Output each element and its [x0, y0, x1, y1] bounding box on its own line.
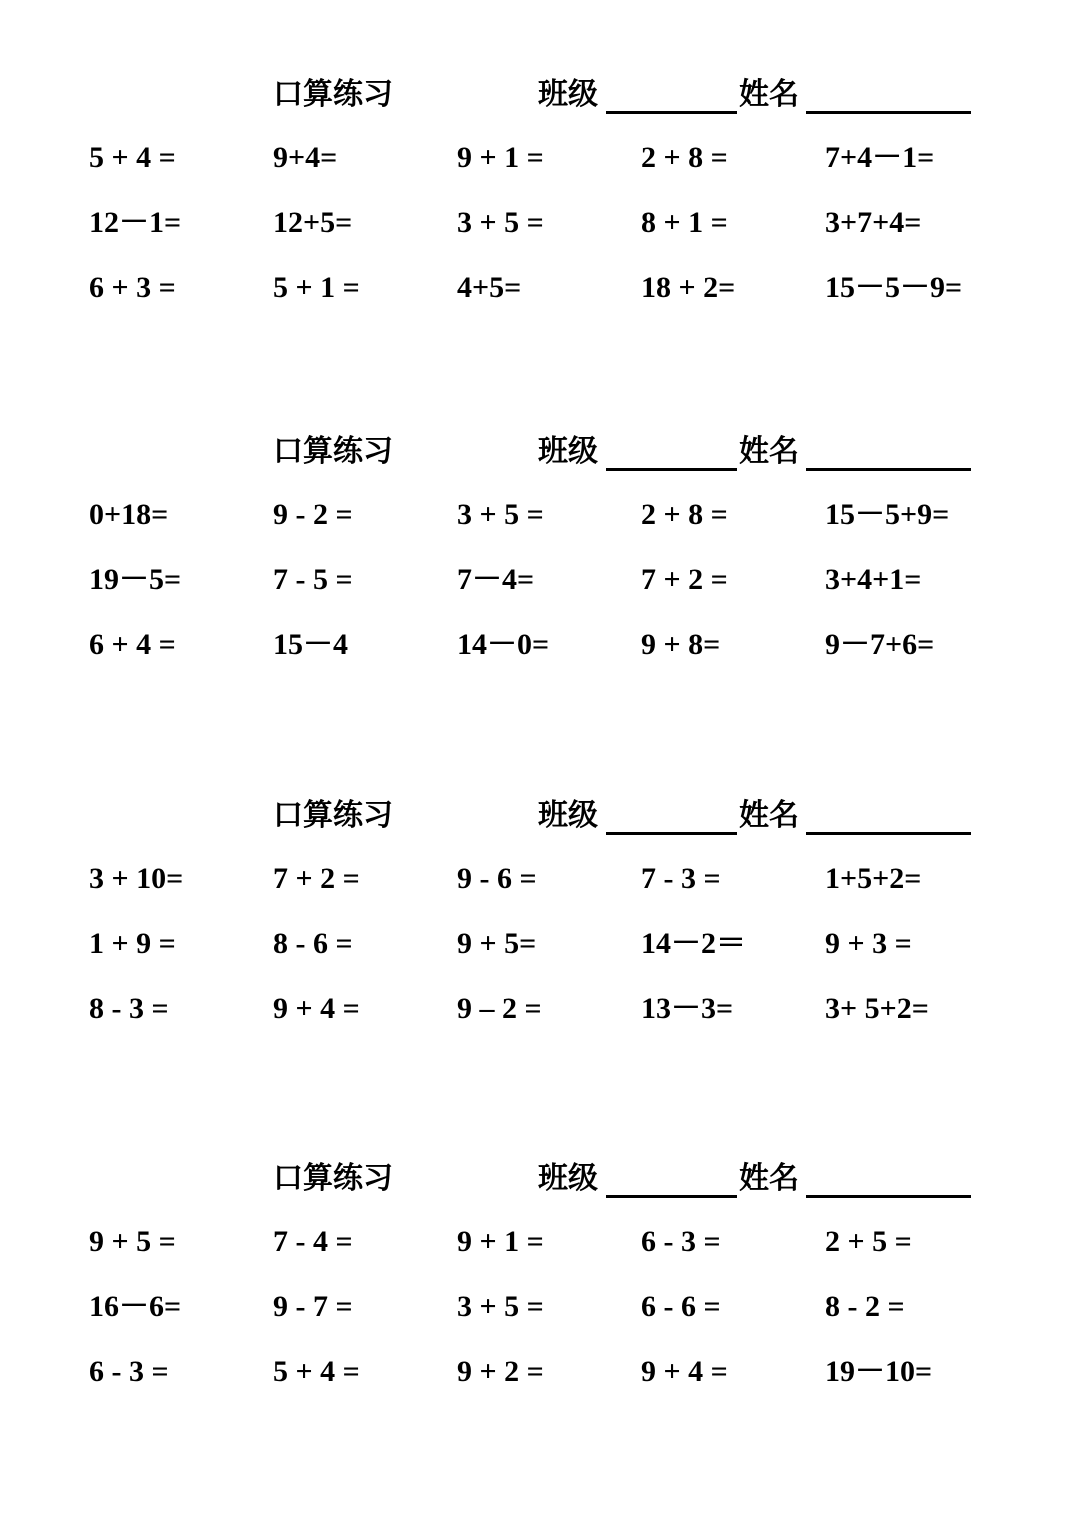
name-label: 姓名 [739, 798, 799, 833]
math-problem: 1+5+2= [825, 862, 922, 895]
math-problem: 7 - 5 = [273, 563, 353, 596]
class-blank-line [606, 1195, 737, 1198]
math-problem: 9 - 2 = [273, 498, 353, 531]
math-problem: 3 + 5 = [457, 498, 544, 531]
worksheet-title: 口算练习 [273, 77, 393, 112]
name-blank-line [806, 1195, 971, 1198]
name-label: 姓名 [739, 1161, 799, 1196]
math-problem: 9 + 5= [457, 927, 537, 960]
math-problem: 9 + 4 = [641, 1355, 728, 1388]
name-label: 姓名 [739, 434, 799, 469]
class-label: 班级 [538, 798, 598, 833]
math-problem: 5 + 1 = [273, 271, 360, 304]
math-problem: 6 - 3 = [641, 1225, 721, 1258]
math-problem: 9+4= [273, 141, 338, 174]
math-problem: 7 - 3 = [641, 862, 721, 895]
math-problem: 7 + 2 = [273, 862, 360, 895]
worksheet-title: 口算练习 [273, 1161, 393, 1196]
math-problem: 9 + 1 = [457, 141, 544, 174]
name-blank-line [806, 468, 971, 471]
math-problem: 9 - 6 = [457, 862, 537, 895]
math-problem: 9 + 5 = [89, 1225, 176, 1258]
math-problem: 9 + 1 = [457, 1225, 544, 1258]
class-label: 班级 [538, 1161, 598, 1196]
math-problem: 3+7+4= [825, 206, 922, 239]
math-problem: 6 - 3 = [89, 1355, 169, 1388]
worksheet-title: 口算练习 [273, 434, 393, 469]
math-problem: 8 - 6 = [273, 927, 353, 960]
name-blank-line [806, 832, 971, 835]
math-problem: 2 + 5 = [825, 1225, 912, 1258]
math-problem: 15－4 [273, 628, 348, 661]
math-problem: 18 + 2= [641, 271, 736, 304]
math-problem: 12+5= [273, 206, 353, 239]
class-label: 班级 [538, 77, 598, 112]
math-problem: 5 + 4 = [89, 141, 176, 174]
class-blank-line [606, 832, 737, 835]
class-label: 班级 [538, 434, 598, 469]
math-problem: 8 - 2 = [825, 1290, 905, 1323]
class-blank-line [606, 468, 737, 471]
math-problem: 15－5－9= [825, 271, 963, 304]
math-problem: 3+ 5+2= [825, 992, 929, 1025]
math-problem: 9 + 3 = [825, 927, 912, 960]
section-header [0, 75, 1075, 135]
math-problem: 5 + 4 = [273, 1355, 360, 1388]
math-problem: 6 - 6 = [641, 1290, 721, 1323]
math-problem: 15－5+9= [825, 498, 950, 531]
math-problem: 19－5= [89, 563, 182, 596]
math-problem: 9 + 2 = [457, 1355, 544, 1388]
practice-section [0, 432, 1075, 752]
math-problem: 9 + 4 = [273, 992, 360, 1025]
math-problem: 9 + 8= [641, 628, 721, 661]
math-problem: 7 - 4 = [273, 1225, 353, 1258]
math-problem: 13－3= [641, 992, 734, 1025]
math-problem: 9 - 7 = [273, 1290, 353, 1323]
math-problem: 14－2＝ [641, 927, 746, 960]
math-problem: 8 - 3 = [89, 992, 169, 1025]
math-problem: 9－7+6= [825, 628, 935, 661]
class-blank-line [606, 111, 737, 114]
math-problem: 14－0= [457, 628, 550, 661]
worksheet-title: 口算练习 [273, 798, 393, 833]
practice-section [0, 1159, 1075, 1479]
section-header [0, 1159, 1075, 1219]
math-problem: 9 – 2 = [457, 992, 542, 1025]
math-problem: 7 + 2 = [641, 563, 728, 596]
name-blank-line [806, 111, 971, 114]
math-problem: 3+4+1= [825, 563, 922, 596]
practice-section [0, 796, 1075, 1116]
math-problem: 7+4－1= [825, 141, 935, 174]
section-header [0, 796, 1075, 856]
math-problem: 0+18= [89, 498, 169, 531]
name-label: 姓名 [739, 77, 799, 112]
math-problem: 2 + 8 = [641, 498, 728, 531]
math-problem: 2 + 8 = [641, 141, 728, 174]
practice-section [0, 75, 1075, 395]
math-problem: 3 + 5 = [457, 206, 544, 239]
math-problem: 12－1= [89, 206, 182, 239]
math-problem: 3 + 10= [89, 862, 184, 895]
math-problem: 19－10= [825, 1355, 933, 1388]
math-problem: 8 + 1 = [641, 206, 728, 239]
math-problem: 6 + 4 = [89, 628, 176, 661]
math-problem: 7－4= [457, 563, 535, 596]
math-problem: 3 + 5 = [457, 1290, 544, 1323]
section-header [0, 432, 1075, 492]
math-problem: 16－6= [89, 1290, 182, 1323]
math-problem: 6 + 3 = [89, 271, 176, 304]
math-problem: 4+5= [457, 271, 522, 304]
math-problem: 1 + 9 = [89, 927, 176, 960]
